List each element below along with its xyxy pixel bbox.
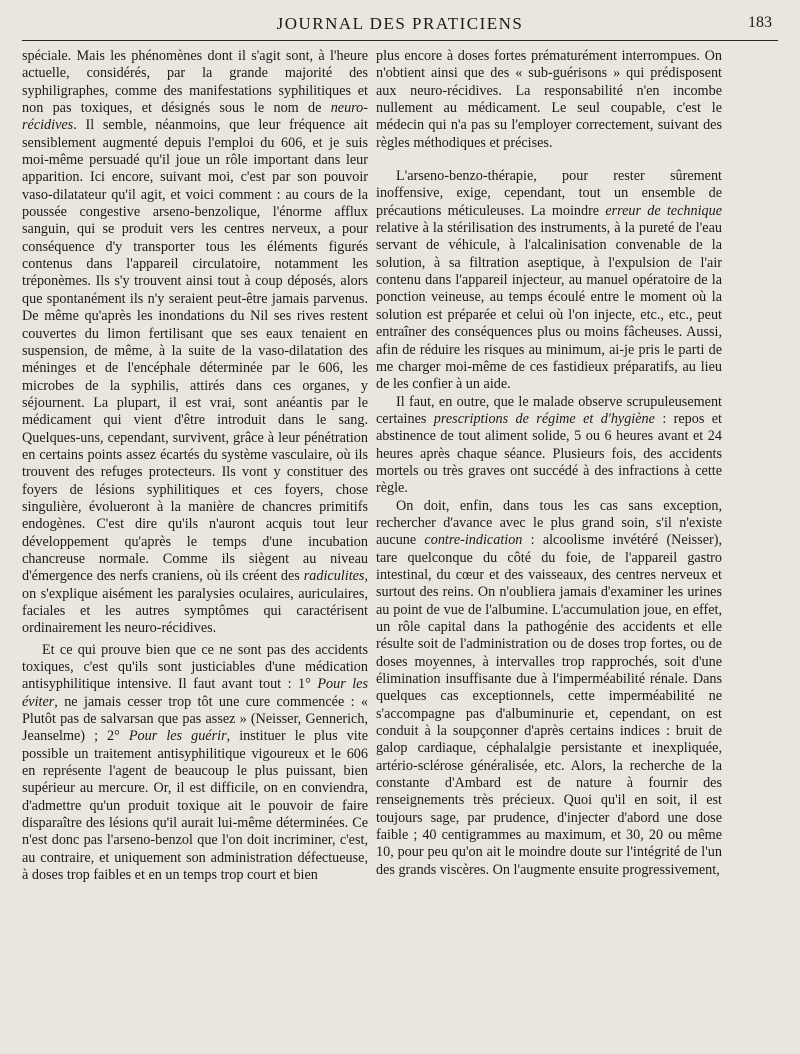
text-run: , instituer le plus vite possible un traitement antisyphilitique vigoureux et le 606 en représente l'agent de beaucoup le plus puissant, bien supérieur au mercure. Or, il est difficile, on en conviendra, d'admettre qu'un produit toxique ait le pouvoir de faire disparaître des lésions qu'il aurait lui-même déterminées. Ce n'est donc pas l'arseno-benzol que l'on doit incriminer, c'est, au contraire, et uniquement son administration défectueuse, à doses trop faibles et en un temps trop court et bien xyxy=(22,728,368,884)
italic-term: Pour les guérir xyxy=(128,728,227,745)
paragraph xyxy=(376,168,722,393)
text-run: Et ce qui prouve bien que ce ne sont pas des accidents toxiques, c'est qu'ils sont justiciables d'une médication antisyphilitique intensive. Il faut avant tout : 1° xyxy=(22,641,368,693)
text-run: relative à la stérilisation des instruments, à la pureté de l'eau servant de véhicule, à l'alcalinisation convenable de la solution, à sa filtration aseptique, à l'expulsion de l'air contenu dans l'appareil injecteur, au manuel opératoire de la ponction veineuse, au temps écoulé entre le moment où la solution est préparée et celui où l'on injecte, etc., etc., peut entraîner des conséquences plus ou moins fâcheuses. Aussi, afin de réduire les risques au minimum, ai-je pris le parti de me charger moi-même de ces fastidieux préparatifs, au lieu de les confier à un aide. xyxy=(376,220,722,393)
right-column xyxy=(376,48,722,879)
text-run: On doit, enfin, dans tous les cas sans exception, rechercher d'avance avec le plus grand soin, s'il n'existe aucune xyxy=(376,497,722,549)
paragraph: plus encore à doses fortes prématurément interrompues. On n'obtient ainsi que des « sub-guérisons » qui prédisposent aux neuro-récidives. La responsabilité n'en incombe nullement au médicament. Le seul coupable, c'est le médecin qui n'a pas su l'employer correctement, suivant des règles méthodiques et précises. xyxy=(376,48,722,151)
text-run: , ne jamais cesser trop tôt une cure commencée : « Plutôt pas de salvarsan que pas assez » (Neisser, Gennerich, Jeanselme) ; 2° xyxy=(22,693,368,745)
paragraph xyxy=(22,642,368,885)
text-run: : repos et abstinence de tout aliment solide, 5 ou 6 heures avant et 24 heures après chaque séance. Plusieurs fois, des accidents mortels ou très graves ont succédé à des infractions à cette règle. xyxy=(376,410,722,497)
text-run: : alcoolisme invétéré (Neisser), tare quelconque du côté du foie, de l'appareil gastro intestinal, du cœur et des vaisseaux, des centres nerveux et surtout des reins. On n'oubliera jamais d'examiner les urines au point de vue de l'albumine. L'accumulation joue, en effet, un rôle capital dans la pathogénie des accidents et elle résulte soit de l'administration ou de doses trop fortes, ou de doses moyennes, à intervalles trop rapprochés, soit d'une élimination insuffisante due à l'imperméabilité rénale. Dans quelques cas exceptionnels, cette imperméabilité ne s'accompagne pas d'albuminurie et, cependant, on est conduit à la soupçonner d'après certains indices : bruit de galop cardiaque, céphalalgie persistante et inexpliquée, artério-sclérose généralisée, etc. Alors, la recherche de la constante d'Ambard est de nature à fournir des renseignements très précieux. Quoi qu'il en soit, il est toujours sage, par prudence, d'injecter d'abord une dose faible ; 40 centigrammes au maximum, et 30, 20 ou même 10, pour peu qu'on ait le moindre doute sur l'intégrité de l'un des grands viscères. On l'augmente ensuite progressivement, xyxy=(376,532,722,878)
running-title: JOURNAL DES PRATICIENS xyxy=(276,14,524,33)
italic-term: radiculites xyxy=(303,568,365,585)
header-rule xyxy=(22,40,778,41)
italic-term: prescriptions de régime et d'hygiène xyxy=(433,410,655,427)
italic-term: Pour les éviter xyxy=(22,676,368,710)
paragraph xyxy=(22,48,368,638)
page-header xyxy=(22,12,778,38)
page-number: 183 xyxy=(748,14,772,31)
paragraph xyxy=(376,498,722,880)
text-run: L'arseno-benzo-thérapie, pour rester sûrement inoffensive, exige, cependant, tout un ensemble de précautions méticuleuses. La moindre xyxy=(376,168,722,219)
italic-term: contre-indication xyxy=(424,532,523,549)
left-column xyxy=(22,48,368,885)
text-run: . Il semble, néanmoins, que leur fréquence ait sensiblement augmenté depuis l'emploi du 606, et je suis moi-même persuadé qu'il joue un rôle important dans leur apparition. Ici encore, suivant moi, c'est par son pouvoir vaso-dilatateur qu'il agit, et voici comment : au cours de la poussée congestive arseno-benzolique, l'énorme afflux sanguin, qui se produit vers les centres nerveux, a pour conséquence d'y transporter tous les éléments figurés contenus dans l'appareil circulatoire, notamment les tréponèmes. Ils s'y trouvent ainsi tout à coup déposés, alors que spontanément ils n'y seraient peut-être jamais parvenus. De même qu'après les inondations du Nil ses rives restent couvertes du limon fertilisant que ses eaux tenaient en suspension, de même, à la suite de la vaso-dilatation des méninges et de l'encéphale déterminée par le 606, les microbes de la syphilis, attirés dans ces organes, y séjournent. La plupart, il est vrai, sont anéantis par le médicament qui vient d'être introduit dans le sang. Quelques-uns, cependant, survivent, grâce à leur pénétration en certains points assez écartés du système vasculaire, où ils trouvent des refuges protecteurs. Ils vont y constituer des foyers de lésions syphilitiques et ces foyers, chose singulière, évolueront à la manière de chancres primitifs endogènes. C'est dire qu'ils n'auront acquis tout leur développement qu'après le temps d'une incubation chancreuse normale. Comme ils siègent au niveau d'émergence des nerfs craniens, où ils créent des xyxy=(22,117,368,585)
paragraph xyxy=(376,394,722,498)
text-run: spéciale. Mais les phénomènes dont il s'agit sont, à l'heure actuelle, considérés, par la grande majorité des syphiligraphes, comme des manifestations syphilitiques et non pas toxiques, et désignés sous le nom de xyxy=(22,48,368,117)
italic-term: erreur de technique xyxy=(605,202,722,219)
text-run: Il faut, en outre, que le malade observe scrupuleusement certaines xyxy=(376,393,722,427)
italic-term: neuro-récidives xyxy=(22,100,368,134)
text-run: , on s'explique aisément les paralysies oculaires, auriculaires, faciales et les autres symptômes qui caractérisent ordinairement les neuro-récidives. xyxy=(22,568,368,637)
